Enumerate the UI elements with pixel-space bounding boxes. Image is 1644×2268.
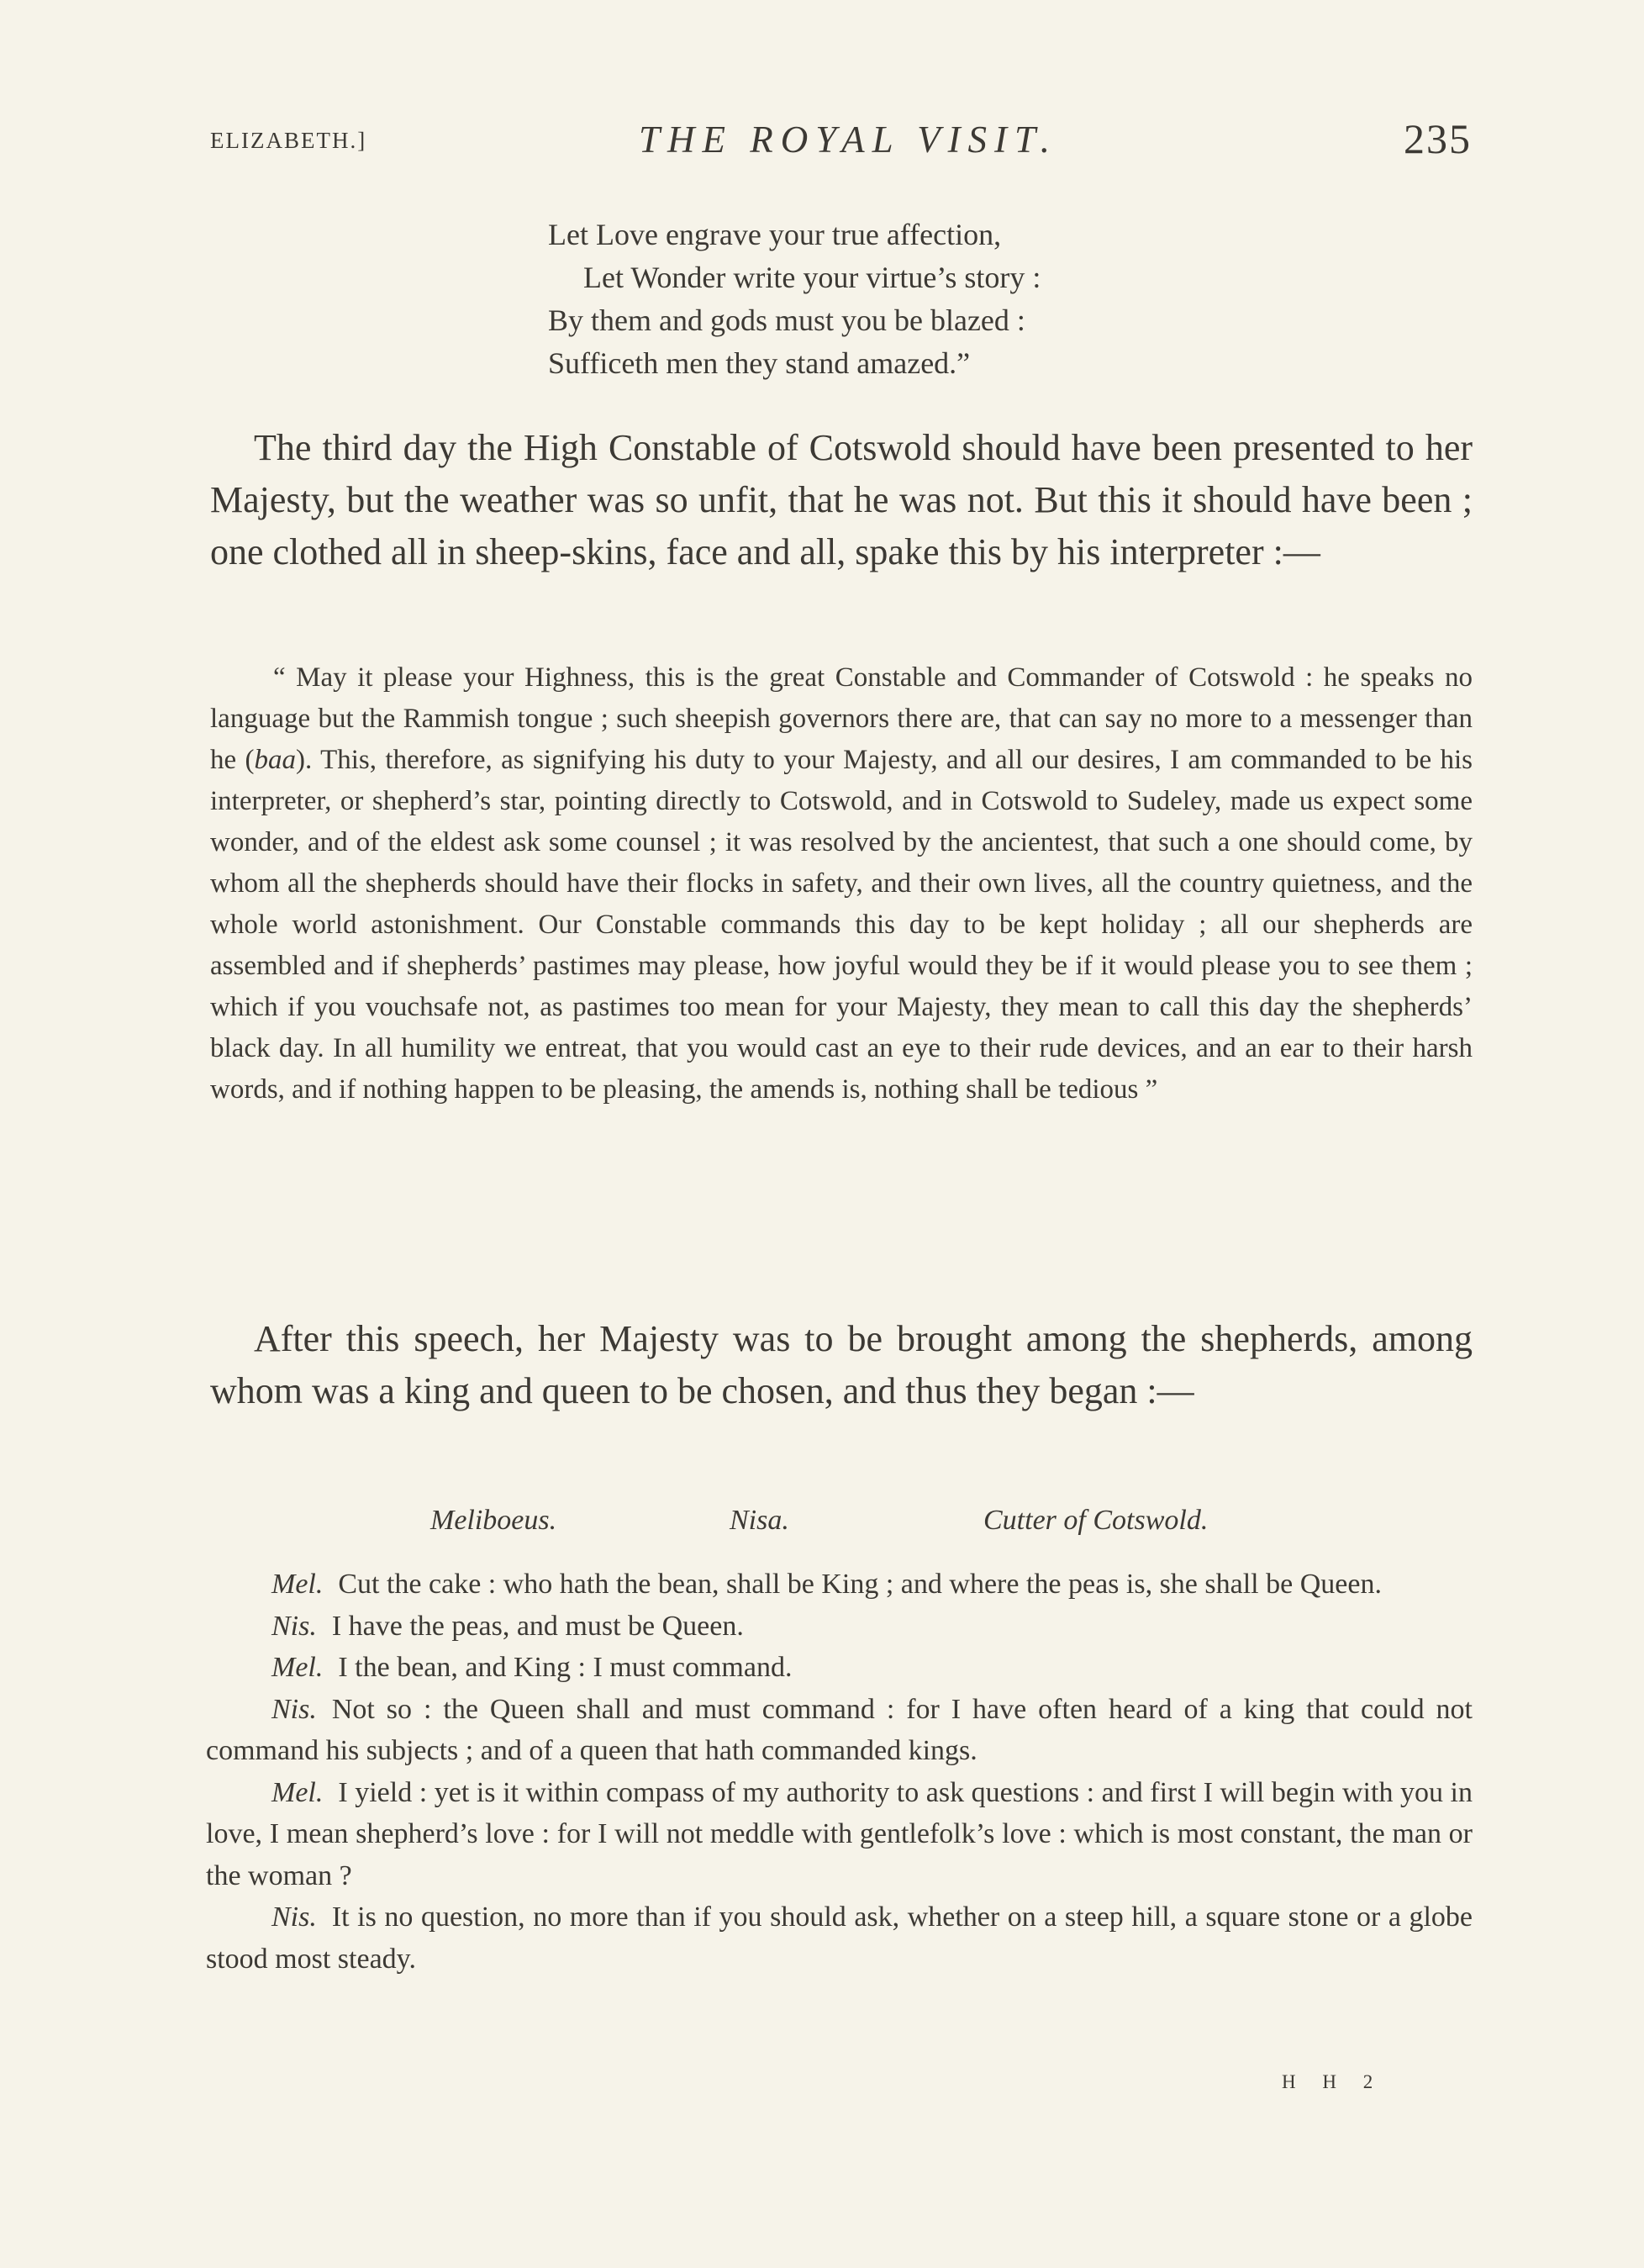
narrative-paragraph-1: The third day the High Constable of Cotswold should have been presented to her Majesty, but the weather was so unfit, that he was not. But this it should have been ; one clothed all in sheep-skins, face and all, spake this by his interpreter :— <box>210 427 1473 572</box>
dialogue-text: It is no question, no more than if you should ask, whether on a steep hill, a square stone or a globe stood most steady. <box>206 1901 1473 1975</box>
speaker-name: Mel. <box>271 1569 324 1600</box>
speech-paragraph <box>210 657 1473 1110</box>
poem-stanza <box>548 214 1041 385</box>
poem-line: Let Love engrave your true affection, <box>548 218 1002 251</box>
dialogue-line <box>206 1772 1473 1897</box>
dialogue-text: I the bean, and King : I must command. <box>338 1652 793 1683</box>
speaker-name: Nis. <box>271 1693 317 1725</box>
dialogue-line <box>206 1606 1473 1648</box>
dialogue-text: I yield : yet is it within compass of my authority to ask questions : and first I will begin with you in love, I mean shepherd’s love : for I will not meddle with gentlefolk’s love : which is most constant, the man or the woman ? <box>206 1776 1473 1891</box>
dialogue-line <box>206 1647 1473 1689</box>
dramatis-persona: Cutter of Cotswold. <box>983 1505 1209 1536</box>
signature-mark: H H 2 <box>1282 2071 1384 2092</box>
dramatis-persona: Meliboeus. <box>430 1505 557 1536</box>
running-head-title: THE ROYAL VISIT. <box>639 119 1057 161</box>
dialogue-text: I have the peas, and must be Queen. <box>331 1610 744 1642</box>
dramatis-persona: Nisa. <box>730 1505 789 1536</box>
poem-line: By them and gods must you be blazed : <box>548 303 1025 337</box>
dialogue-line <box>206 1564 1473 1606</box>
dialogue-text: Not so : the Queen shall and must command : for I have often heard of a king that could not command his subjects ; and of a queen that hath commanded kings. <box>206 1693 1473 1766</box>
dialogue-line <box>206 1896 1473 1980</box>
speech-text-part-1: “ May it please your Highness, this is the great Constable and Commander of Cotswold : he speaks no language but the Rammish tongue ; such sheepish governors there are, that can say no more to a messenger than he ( <box>210 662 1473 775</box>
speech-baa: baa <box>254 745 297 775</box>
speaker-name: Nis. <box>271 1901 317 1933</box>
page-number: 235 <box>1404 115 1472 162</box>
speaker-name: Mel. <box>271 1776 324 1808</box>
dialogue-text: Cut the cake : who hath the bean, shall be King ; and where the peas is, she shall be Queen. <box>338 1569 1382 1600</box>
speaker-name: Nis. <box>271 1610 317 1642</box>
dialogue-line <box>206 1689 1473 1772</box>
dialogue <box>206 1564 1473 1980</box>
running-head-left: ELIZABETH.] <box>210 128 367 153</box>
poem-line: Let Wonder write your virtue’s story : <box>583 261 1041 294</box>
speaker-name: Mel. <box>271 1652 324 1683</box>
narrative-paragraph-2: After this speech, her Majesty was to be brought among the shepherds, among whom was a king and queen to be chosen, and thus they began :— <box>210 1318 1473 1411</box>
speech-text-part-2: ). This, therefore, as signifying his duty to your Majesty, and all our desires, I am commanded to be his interpreter, or shepherd’s star, pointing directly to Cotswold, and in Cotswold to Sudeley, made us expect some wonder, and of the eldest ask some counsel ; it was resolved by the ancientest, that such a one should come, by whom all the shepherds should have their flocks in safety, and their own lives, all the country quietness, and the whole world astonishment. Our Constable commands this day to be kept holiday ; all our shepherds are assembled and if shepherds’ pastimes may please, how joyful would they be if it would please you to see them ; which if you vouchsafe not, as pastimes too mean for your Majesty, they mean to call this day the shepherds’ black day. In all humility we entreat, that you would cast an eye to their rude devices, and an ear to their harsh words, and if nothing happen to be pleasing, the amends is, nothing shall be tedious ” <box>210 745 1473 1105</box>
poem-line: Sufficeth men they stand amazed.” <box>548 346 971 380</box>
